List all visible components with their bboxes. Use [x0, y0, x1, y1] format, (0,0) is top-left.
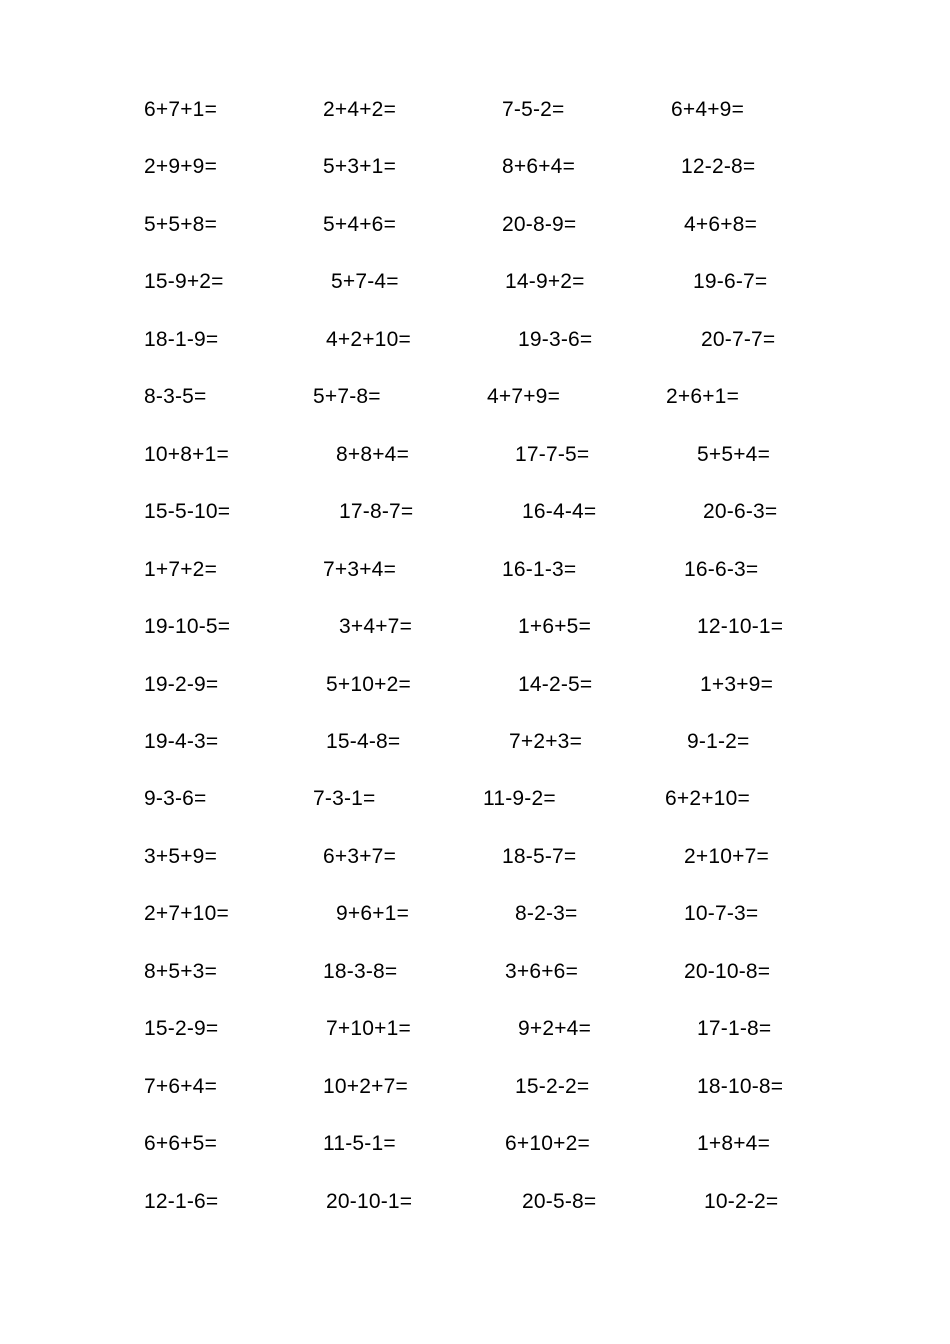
- arithmetic-problem: 20-10-8=: [684, 959, 771, 983]
- arithmetic-problem: 1+6+5=: [518, 615, 592, 639]
- problem-row: [0, 555, 950, 585]
- arithmetic-problem: 19-4-3=: [144, 729, 219, 753]
- arithmetic-problem: 10-7-3=: [684, 902, 759, 926]
- problem-row: [0, 440, 950, 470]
- arithmetic-problem: 19-2-9=: [144, 672, 219, 696]
- arithmetic-problem: 19-3-6=: [518, 327, 593, 351]
- arithmetic-problem: 1+8+4=: [697, 1132, 771, 1156]
- arithmetic-problem: 1+3+9=: [700, 672, 774, 696]
- arithmetic-problem: 17-8-7=: [339, 500, 414, 524]
- problem-row: [0, 210, 950, 240]
- arithmetic-problem: 14-2-5=: [518, 672, 593, 696]
- arithmetic-problem: 18-3-8=: [323, 959, 398, 983]
- problem-row: [0, 957, 950, 987]
- problem-row: [0, 1014, 950, 1044]
- arithmetic-problem: 8+5+3=: [144, 959, 218, 983]
- arithmetic-problem: 9+6+1=: [336, 902, 410, 926]
- arithmetic-problem: 7+2+3=: [509, 729, 583, 753]
- problem-row: [0, 899, 950, 929]
- arithmetic-problem: 19-10-5=: [144, 615, 231, 639]
- arithmetic-problem: 2+6+1=: [666, 385, 740, 409]
- arithmetic-problem: 7-3-1=: [313, 787, 376, 811]
- arithmetic-problem: 8+8+4=: [336, 442, 410, 466]
- arithmetic-problem: 15-2-2=: [515, 1074, 590, 1098]
- arithmetic-problem: 7+3+4=: [323, 557, 397, 581]
- problem-row: [0, 612, 950, 642]
- arithmetic-problem: 12-2-8=: [681, 155, 756, 179]
- arithmetic-problem: 17-7-5=: [515, 442, 590, 466]
- arithmetic-problem: 6+7+1=: [144, 98, 218, 121]
- arithmetic-problem: 7-5-2=: [502, 98, 565, 121]
- problem-row: [0, 152, 950, 182]
- problem-row: [0, 670, 950, 700]
- arithmetic-problem: 6+6+5=: [144, 1132, 218, 1156]
- problem-row: [0, 382, 950, 412]
- arithmetic-problem: 8-2-3=: [515, 902, 578, 926]
- arithmetic-problem: 20-5-8=: [522, 1189, 597, 1213]
- arithmetic-problem: 10-2-2=: [704, 1189, 779, 1213]
- arithmetic-problem: 15-5-10=: [144, 500, 231, 524]
- arithmetic-problem: 17-1-8=: [697, 1017, 772, 1041]
- problem-row: [0, 727, 950, 757]
- problem-row: [0, 1072, 950, 1102]
- arithmetic-problem: 3+5+9=: [144, 844, 218, 868]
- problem-row: [0, 325, 950, 355]
- arithmetic-problem: 4+6+8=: [684, 212, 758, 236]
- arithmetic-problem: 5+7-4=: [331, 270, 399, 294]
- arithmetic-problem: 4+2+10=: [326, 327, 411, 351]
- arithmetic-problem: 5+10+2=: [326, 672, 411, 696]
- arithmetic-problem: 20-10-1=: [326, 1189, 413, 1213]
- problem-row: [0, 1187, 950, 1217]
- arithmetic-problem: 5+4+6=: [323, 212, 397, 236]
- problem-row: [0, 497, 950, 527]
- arithmetic-problem: 6+4+9=: [671, 98, 745, 121]
- arithmetic-problem: 8-3-5=: [144, 385, 207, 409]
- problem-row: [0, 95, 950, 125]
- arithmetic-problem: 2+10+7=: [684, 844, 769, 868]
- arithmetic-problem: 8+6+4=: [502, 155, 576, 179]
- arithmetic-problem: 18-5-7=: [502, 844, 577, 868]
- arithmetic-problem: 20-7-7=: [701, 327, 776, 351]
- arithmetic-problem: 6+10+2=: [505, 1132, 590, 1156]
- arithmetic-problem: 12-10-1=: [697, 615, 784, 639]
- arithmetic-problem: 16-4-4=: [522, 500, 597, 524]
- arithmetic-problem: 9+2+4=: [518, 1017, 592, 1041]
- arithmetic-problem: 20-6-3=: [703, 500, 778, 524]
- arithmetic-problem: 18-1-9=: [144, 327, 219, 351]
- arithmetic-problem: 9-1-2=: [687, 729, 750, 753]
- arithmetic-problem: 16-1-3=: [502, 557, 577, 581]
- arithmetic-problem: 7+10+1=: [326, 1017, 411, 1041]
- arithmetic-problem: 10+8+1=: [144, 442, 229, 466]
- arithmetic-problem: 11-9-2=: [483, 787, 556, 811]
- arithmetic-problem: 15-9+2=: [144, 270, 224, 294]
- arithmetic-problem: 14-9+2=: [505, 270, 585, 294]
- arithmetic-problem: 3+6+6=: [505, 959, 579, 983]
- arithmetic-problem: 6+2+10=: [665, 787, 750, 811]
- problem-row: [0, 267, 950, 297]
- arithmetic-problem: 2+4+2=: [323, 98, 397, 121]
- problem-row: [0, 1129, 950, 1159]
- arithmetic-problem: 6+3+7=: [323, 844, 397, 868]
- arithmetic-problem: 19-6-7=: [693, 270, 768, 294]
- problem-row: [0, 784, 950, 814]
- arithmetic-problem: 5+5+4=: [697, 442, 771, 466]
- arithmetic-problem: 3+4+7=: [339, 615, 413, 639]
- arithmetic-problem: 15-4-8=: [326, 729, 401, 753]
- arithmetic-problem: 15-2-9=: [144, 1017, 219, 1041]
- arithmetic-problem: 5+3+1=: [323, 155, 397, 179]
- problem-row: [0, 842, 950, 872]
- arithmetic-problem: 2+9+9=: [144, 155, 218, 179]
- arithmetic-problem: 2+7+10=: [144, 902, 229, 926]
- arithmetic-problem: 4+7+9=: [487, 385, 561, 409]
- arithmetic-problem: 5+7-8=: [313, 385, 381, 409]
- arithmetic-problem: 5+5+8=: [144, 212, 218, 236]
- arithmetic-problem: 7+6+4=: [144, 1074, 218, 1098]
- arithmetic-problem: 11-5-1=: [323, 1132, 396, 1156]
- arithmetic-problem: 20-8-9=: [502, 212, 577, 236]
- arithmetic-problem: 1+7+2=: [144, 557, 218, 581]
- arithmetic-problem: 12-1-6=: [144, 1189, 219, 1213]
- arithmetic-problem: 9-3-6=: [144, 787, 207, 811]
- arithmetic-problem: 10+2+7=: [323, 1074, 408, 1098]
- arithmetic-problem: 18-10-8=: [697, 1074, 784, 1098]
- arithmetic-problem: 16-6-3=: [684, 557, 759, 581]
